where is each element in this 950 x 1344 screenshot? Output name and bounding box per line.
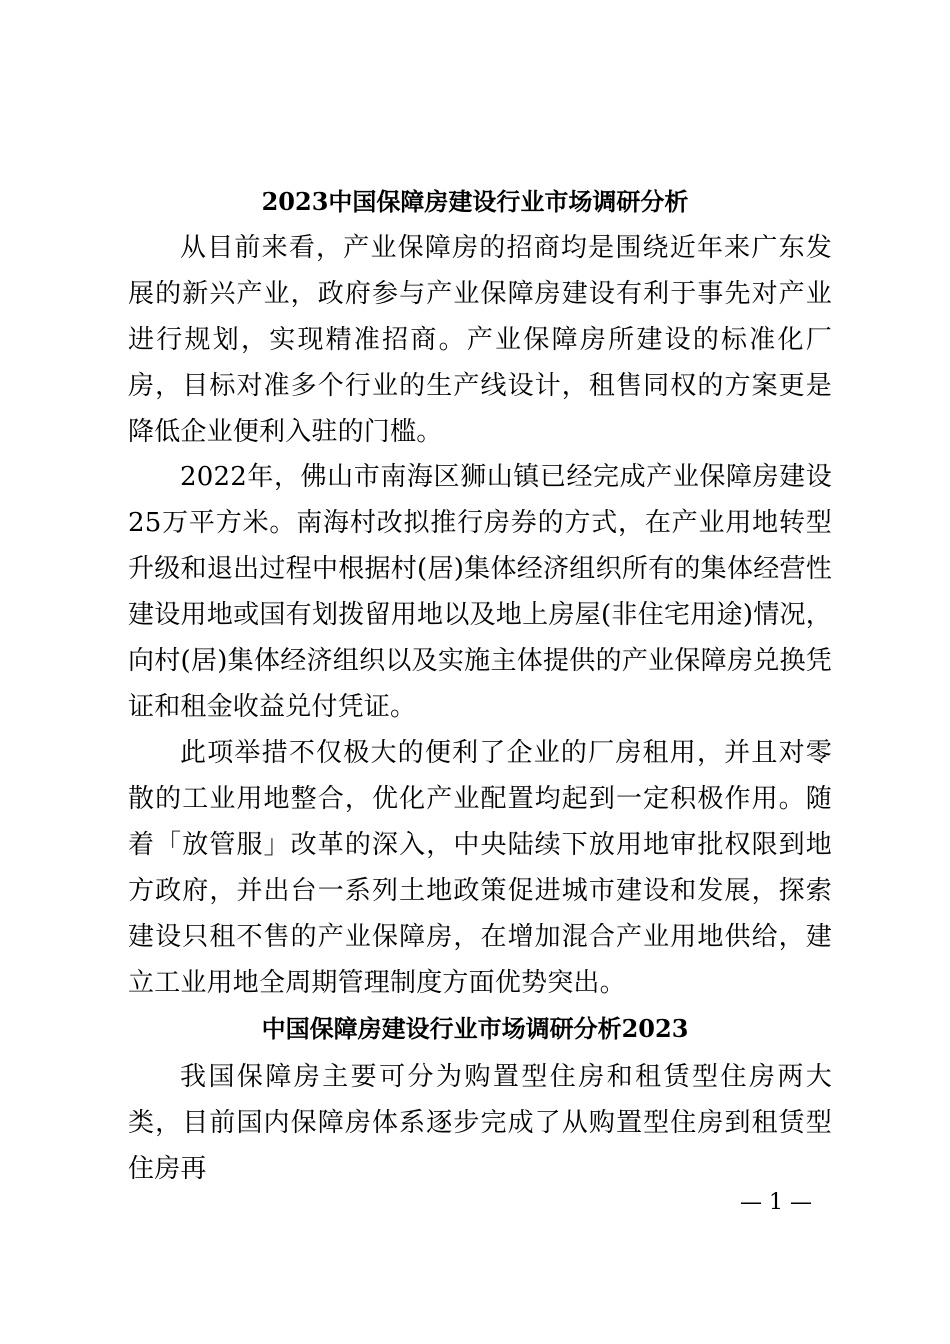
paragraph: 2022年，佛山市南海区狮山镇已经完成产业保障房建设25万平方米。南海村改拟推行房券的方式，在产业用地转型升级和退出过程中根据村(居)集体经济组织所有的集体经营性建设用地或国有划拨留用地以及地上房屋(非住宅用途)情况，向村(居)集体经济组织以及实施主体提供的产业保障房兑换凭证和租金收益兑付凭证。 — [128, 462, 832, 722]
section-title: 2023中国保障房建设行业市场调研分析 — [261, 187, 689, 216]
paragraph: 从目前来看，产业保障房的招商均是围绕近年来广东发展的新兴产业，政府参与产业保障房建设有利于事先对产业进行规划，实现精准招商。产业保障房所建设的标准化厂房，目标对准多个行业的生产线设计，租售同权的方案更是降低企业便利入驻的门槛。 — [128, 233, 832, 447]
page-number: — 1 — — [740, 1190, 812, 1215]
paragraph: 我国保障房主要可分为购置型住房和租赁型住房两大类，目前国内保障房体系逐步完成了从购置型住房到租赁型住房再 — [128, 1062, 832, 1184]
paragraph: 此项举措不仅极大的便利了企业的厂房租用，并且对零散的工业用地整合，优化产业配置均起到一定积极作用。随着「放管服」改革的深入，中央陆续下放用地审批权限到地方政府，并出台一系列土地政策促进城市建设和发展，探索建设只租不售的产业保障房，在增加混合产业用地供给，建立工业用地全周期管理制度方面优势突出。 — [128, 738, 832, 998]
section-title: 中国保障房建设行业市场调研分析2023 — [261, 1014, 689, 1043]
